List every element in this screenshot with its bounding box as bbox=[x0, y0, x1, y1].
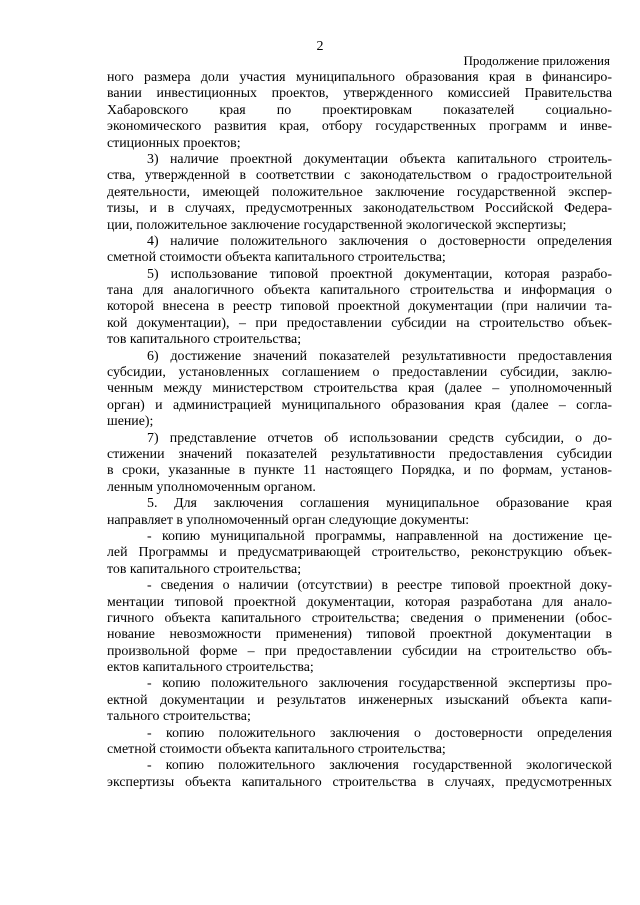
text-line: стижении значений показателей результативности предоставления субсидии bbox=[107, 446, 612, 462]
text-line: направляет в уполномоченный орган следующие документы: bbox=[107, 512, 470, 528]
text-line: в сроки, указанные в пункте 11 настоящего Порядка, и по формам, установ- bbox=[107, 463, 612, 479]
text-line: тального строительства; bbox=[107, 709, 251, 725]
text-line: экспертизы объекта капитального строительства в случаях, предусмотренных bbox=[107, 774, 612, 790]
text-line: гичного объекта капитального строительства; сведения о применении (обос- bbox=[107, 610, 612, 626]
text-line: 5. Для заключения соглашения муниципальное образование края bbox=[147, 496, 612, 512]
body-text bbox=[107, 70, 612, 791]
text-line: лей Программы и предусматривающей строительство, реконструкцию объек- bbox=[107, 545, 612, 561]
text-line: ленным уполномоченным органом. bbox=[107, 479, 316, 495]
text-line: ментации типовой проектной документации, которая разработана для анало- bbox=[107, 594, 612, 610]
text-line: нование невозможности применения) типовой проектной документации в bbox=[107, 627, 612, 643]
text-line: стиционных проектов; bbox=[107, 135, 241, 151]
text-line: экономического развития края, отбору государственных программ и инве- bbox=[107, 119, 612, 135]
text-line: - копию положительного заключения государственной экспертизы про- bbox=[147, 676, 612, 692]
text-line: ции, положительное заключение государственной экологической экспертизы; bbox=[107, 217, 567, 233]
text-line: субсидии, установленных соглашением о предоставлении субсидии, заклю- bbox=[107, 365, 612, 381]
text-line: ектной документации и результатов инженерных изысканий объекта капи- bbox=[107, 692, 612, 708]
text-line: Хабаровского края по проектировкам показателей социально- bbox=[107, 102, 612, 118]
text-line: ства, утвержденной в соответствии с законодательством о градостроительной bbox=[107, 168, 612, 184]
text-line: - копию положительного заключения о достоверности определения bbox=[147, 725, 612, 741]
text-line: - сведения о наличии (отсутствии) в реестре типовой проектной доку- bbox=[147, 578, 612, 594]
text-line: - копию положительного заключения государственной экологической bbox=[147, 758, 612, 774]
page-number: 2 bbox=[316, 39, 324, 54]
text-line: вании инвестиционных проектов, утвержденного комиссией Правительства bbox=[107, 86, 612, 102]
text-line: сметной стоимости объекта капитального строительства; bbox=[107, 250, 446, 266]
text-line: - копию муниципальной программы, направленной на достижение це- bbox=[147, 528, 612, 544]
text-line: 6) достижение значений показателей результативности предоставления bbox=[147, 348, 612, 364]
text-line: тов капитального строительства; bbox=[107, 332, 302, 348]
continuation-note: Продолжение приложения bbox=[463, 53, 610, 68]
text-line: ного размера доли участия муниципального образования края в финансиро- bbox=[107, 70, 612, 85]
text-line: тана для аналогичного объекта капитального строительства и информация о bbox=[107, 283, 612, 299]
text-line: произвольной форме – при предоставлении субсидии на строительство объ- bbox=[107, 643, 612, 659]
text-line: ченным между министерством строительства края (далее – уполномоченный bbox=[107, 381, 612, 397]
text-line: кой документации), – при предоставлении субсидии на строительство объек- bbox=[107, 315, 612, 331]
text-line: орган) и администрацией муниципального образования края (далее – согла- bbox=[107, 397, 612, 413]
text-line: которой внесена в реестр типовой проектной документации (при наличии та- bbox=[107, 299, 612, 315]
text-line: сметной стоимости объекта капитального строительства; bbox=[107, 742, 446, 758]
text-line: тов капитального строительства; bbox=[107, 561, 302, 577]
text-line: шение); bbox=[107, 414, 154, 430]
text-line: 3) наличие проектной документации объекта капитального строитель- bbox=[147, 151, 612, 167]
text-line: тизы, и в случаях, предусмотренных законодательством Российской Федера- bbox=[107, 201, 612, 217]
text-line: 4) наличие положительного заключения о достоверности определения bbox=[147, 233, 612, 249]
text-line: 7) представление отчетов об использовании средств субсидии, о до- bbox=[147, 430, 612, 446]
text-line: ектов капитального строительства; bbox=[107, 660, 314, 676]
text-line: деятельности, имеющей положительное заключение государственной экспер- bbox=[107, 184, 612, 200]
text-line: 5) использование типовой проектной документации, которая разрабо- bbox=[147, 266, 612, 282]
